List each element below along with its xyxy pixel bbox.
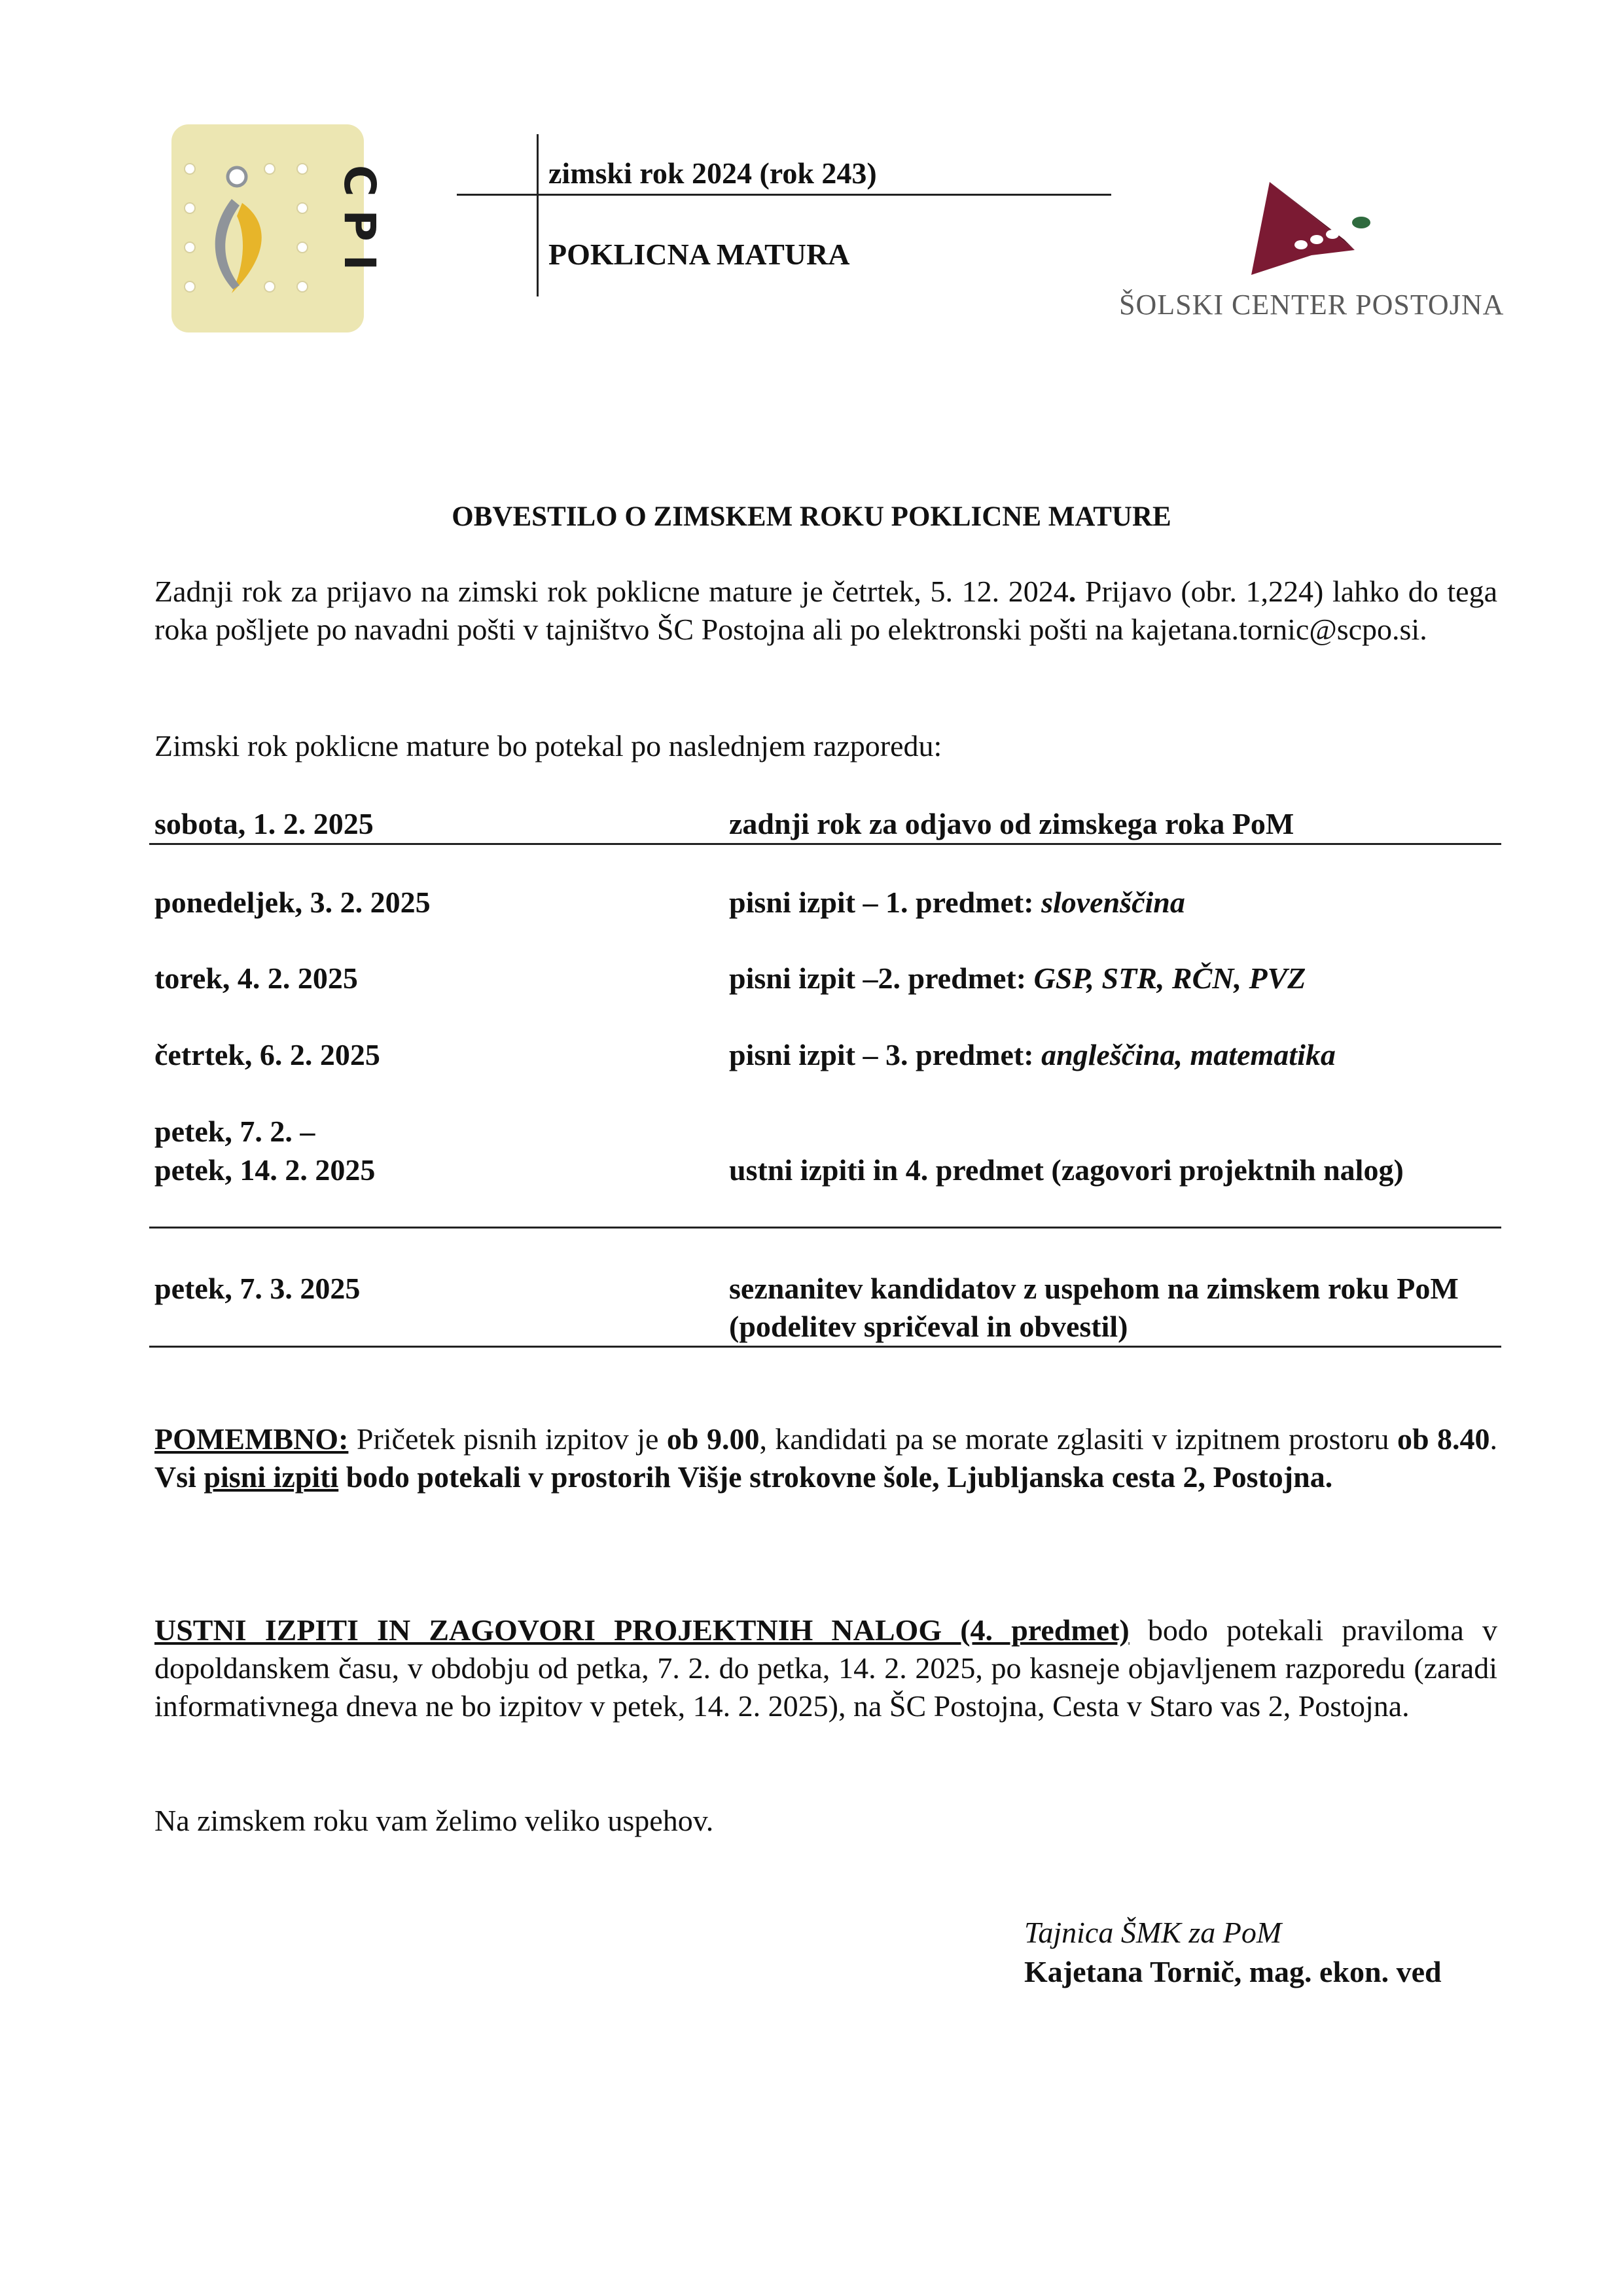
intro-text-2: Prijavo (obr. 1,224) lahko do tega roka pošljete po navadni pošti v tajništvo ŠC Postojna ali po elektronski pošti na kajetana.tornic@scpo.si.	[154, 575, 1497, 646]
schedule-event	[729, 960, 1501, 997]
intro-text-1: Zadnji rok za prijavo na zimski rok poklicne mature je četrtek, 5. 12. 2024	[154, 575, 1069, 608]
schedule-date: četrtek, 6. 2. 2025	[154, 1038, 380, 1071]
schedule-event: seznanitev kandidatov z uspehom na zimskem roku PoM (podelitev spričeval in obvestil)	[729, 1272, 1459, 1343]
important-bold-text: Vsi	[154, 1460, 204, 1494]
header-divider-vertical	[537, 134, 539, 296]
exam-term: zimski rok 2024 (rok 243)	[548, 156, 877, 190]
schedule-event-text: pisni izpit – 1. predmet:	[729, 886, 1042, 919]
schedule-event: zadnji rok za odjavo od zimskega roka PoM	[729, 807, 1294, 840]
schedule-event: ustni izpiti in 4. predmet (zagovori projektnih nalog)	[729, 1153, 1404, 1187]
schedule-date-end: petek, 14. 2. 2025	[154, 1153, 376, 1187]
school-name: ŠOLSKI CENTER POSTOJNA	[1119, 289, 1505, 321]
important-text: , kandidati pa se morate zglasiti v izpitnem prostoru	[759, 1422, 1397, 1456]
signature-name: Kajetana Tornič, mag. ekon. ved	[1024, 1955, 1442, 1988]
schedule-event-text: pisni izpit –2. predmet:	[729, 961, 1034, 995]
cpi-logo	[171, 124, 385, 332]
important-text: .	[1489, 1422, 1497, 1456]
notice-title: OBVESTILO O ZIMSKEM ROKU POKLICNE MATURE	[452, 501, 1171, 532]
intro-dot: .	[1068, 575, 1077, 608]
schedule-date-start: petek, 7. 2. –	[154, 1115, 315, 1148]
schedule-divider	[149, 1346, 1501, 1348]
important-time: ob 9.00	[666, 1422, 760, 1456]
important-label: POMEMBNO:	[154, 1422, 349, 1456]
schedule-date: petek, 7. 3. 2025	[154, 1272, 361, 1305]
important-time: ob 8.40	[1397, 1422, 1490, 1456]
header-divider-horizontal	[457, 194, 1111, 196]
important-text: Pričetek pisnih izpitov je	[348, 1422, 667, 1456]
important-underlined-text: pisni izpiti	[204, 1460, 339, 1494]
svg-text:CPI: CPI	[334, 165, 385, 284]
schedule-date: torek, 4. 2. 2025	[154, 961, 358, 995]
schedule-date: sobota, 1. 2. 2025	[154, 807, 374, 840]
oral-exams-label: USTNI IZPITI IN ZAGOVORI PROJEKTNIH NALOG (4. predmet)	[154, 1613, 1130, 1647]
schedule-subject: angleščina, matematika	[1041, 1038, 1336, 1071]
schedule-date: ponedeljek, 3. 2. 2025	[154, 886, 431, 919]
schedule-divider	[149, 1227, 1501, 1229]
schedule-divider	[149, 843, 1501, 845]
exam-type: POKLICNA MATURA	[548, 238, 850, 271]
closing-wishes: Na zimskem roku vam želimo veliko uspehov.	[154, 1804, 714, 1837]
important-location: bodo potekali v prostorih Višje strokovne šole, Ljubljanska cesta 2, Postojna.	[338, 1460, 1333, 1494]
oral-exams-paragraph	[154, 1611, 1497, 1725]
intro-paragraph	[154, 573, 1497, 649]
schedule-event-text: pisni izpit – 3. predmet:	[729, 1038, 1042, 1071]
schedule-subject: slovenščina	[1041, 886, 1185, 919]
school-logo-icon	[1243, 177, 1381, 275]
schedule-event	[729, 884, 1501, 922]
schedule-event	[729, 1036, 1501, 1074]
oral-exams-text: bodo potekali praviloma v dopoldanskem času, v obdobju od petka, 7. 2. do petka, 14. 2. 2025, po kasneje objavljenem razporedu (zaradi informativnega dneva ne bo izpitov v petek, 14. 2. 2025), na ŠC Postojna, Cesta v Staro vas 2, Postojna.	[154, 1613, 1497, 1723]
schedule-subject: GSP, STR, RČN, PVZ	[1033, 961, 1306, 995]
schedule-intro: Zimski rok poklicne mature bo potekal po naslednjem razporedu:	[154, 729, 942, 762]
important-paragraph	[154, 1420, 1497, 1496]
signature-role: Tajnica ŠMK za PoM	[1024, 1916, 1282, 1949]
